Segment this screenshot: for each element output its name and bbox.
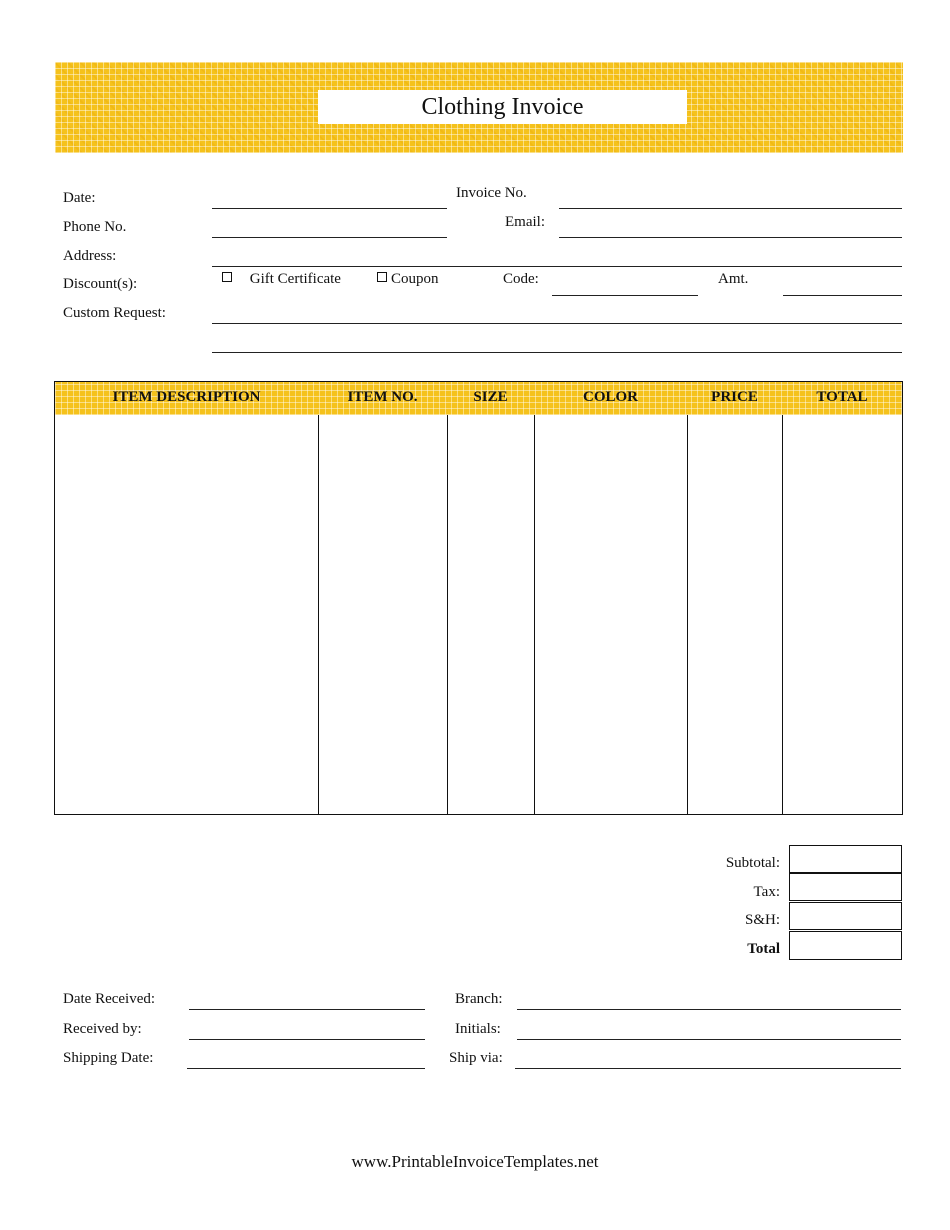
color-cell[interactable] (535, 415, 687, 813)
subtotal-label: Subtotal: (725, 855, 780, 871)
coupon-option[interactable] (377, 271, 439, 288)
item-no-cell[interactable] (319, 415, 447, 813)
gift-certificate-option[interactable] (222, 271, 341, 288)
shipping-date-field[interactable] (187, 1068, 425, 1069)
custom-request-label: Custom Request: (63, 305, 166, 321)
code-label: Code: (503, 271, 539, 287)
sh-label: S&H: (744, 912, 780, 928)
sh-box[interactable] (789, 902, 902, 930)
coupon-label: Coupon (391, 271, 439, 287)
date-received-field[interactable] (189, 1009, 425, 1010)
size-cell[interactable] (448, 415, 534, 813)
col-item-no: ITEM NO. (347, 389, 418, 405)
date-label: Date: (63, 190, 96, 206)
date-received-label: Date Received: (63, 991, 156, 1007)
custom-request-field-2[interactable] (212, 352, 902, 353)
gift-certificate-label: Gift Certificate (249, 271, 341, 287)
branch-field[interactable] (517, 1009, 901, 1010)
item-description-cell[interactable] (55, 415, 318, 813)
gift-certificate-checkbox[interactable] (222, 272, 232, 282)
amt-label: Amt. (718, 271, 749, 287)
subtotal-box[interactable] (789, 845, 902, 873)
shipping-date-label: Shipping Date: (63, 1050, 154, 1066)
received-by-label: Received by: (63, 1021, 142, 1037)
col-price: PRICE (711, 389, 758, 405)
code-field[interactable] (552, 295, 698, 296)
tax-label: Tax: (753, 884, 780, 900)
date-field[interactable] (212, 208, 447, 209)
invoice-no-field[interactable] (559, 208, 902, 209)
received-by-field[interactable] (189, 1039, 425, 1040)
email-field[interactable] (559, 237, 902, 238)
initials-field[interactable] (517, 1039, 901, 1040)
address-label: Address: (63, 248, 117, 264)
coupon-checkbox[interactable] (377, 272, 387, 282)
tax-box[interactable] (789, 873, 902, 901)
email-label: Email: (505, 214, 545, 230)
phone-field[interactable] (212, 237, 447, 238)
total-label: Total (747, 941, 780, 957)
custom-request-field-1[interactable] (212, 323, 902, 324)
initials-label: Initials: (455, 1021, 501, 1037)
col-total: TOTAL (816, 389, 868, 405)
address-field[interactable] (212, 266, 902, 267)
price-cell[interactable] (688, 415, 782, 813)
ship-via-label: Ship via: (449, 1050, 503, 1066)
ship-via-field[interactable] (515, 1068, 901, 1069)
discount-label: Discount(s): (63, 276, 138, 292)
col-color: COLOR (582, 389, 638, 405)
invoice-no-label: Invoice No. (456, 185, 527, 201)
footer-website[interactable]: www.PrintableInvoiceTemplates.net (351, 1152, 599, 1171)
col-size: SIZE (473, 389, 508, 405)
phone-label: Phone No. (63, 219, 127, 235)
invoice-title: Clothing Invoice (318, 90, 687, 124)
total-box[interactable] (789, 931, 902, 960)
total-cell[interactable] (783, 415, 901, 813)
col-item-description: ITEM DESCRIPTION (112, 389, 261, 405)
amt-field[interactable] (783, 295, 902, 296)
branch-label: Branch: (455, 991, 503, 1007)
